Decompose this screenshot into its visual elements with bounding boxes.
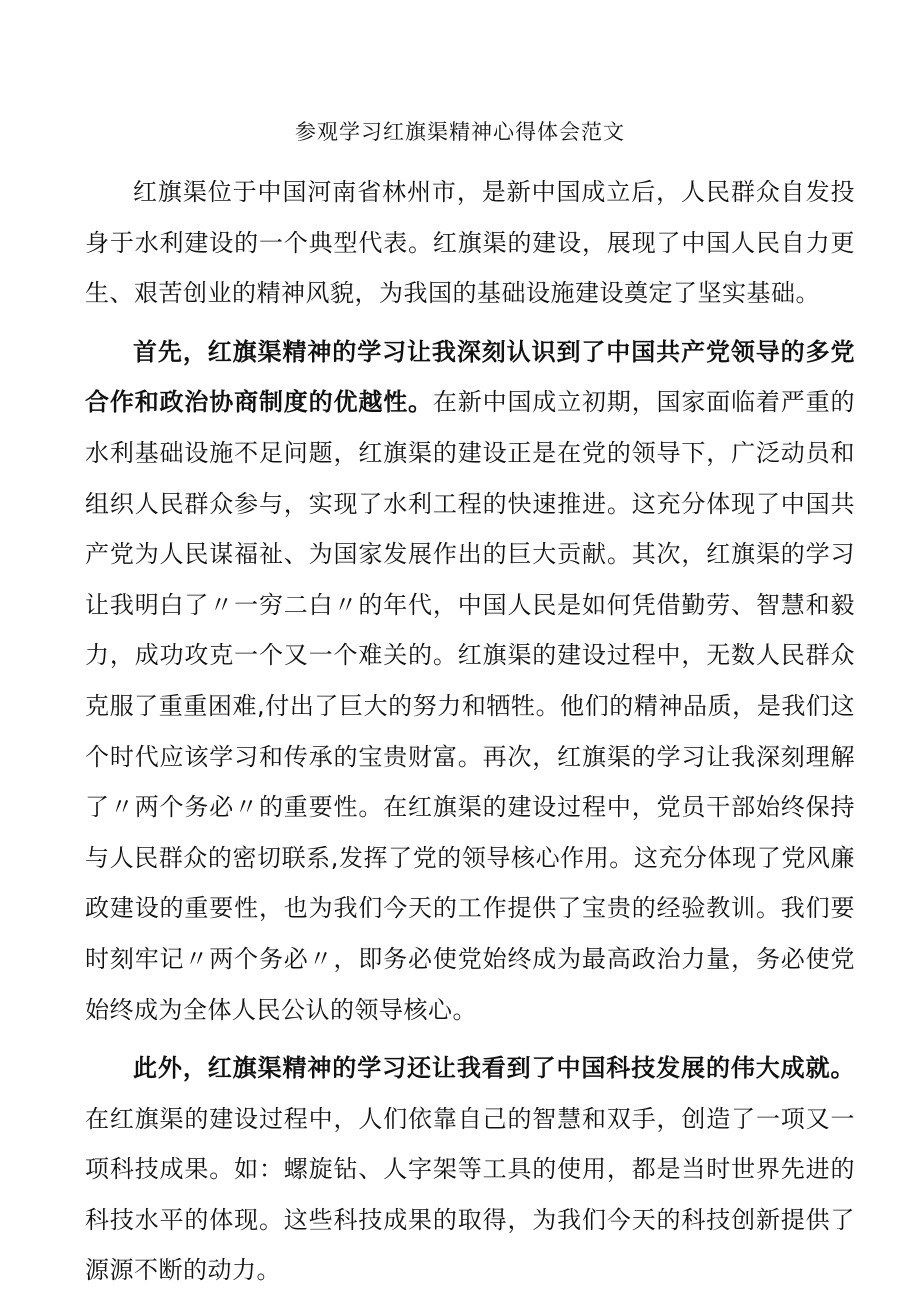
paragraph-text: 红旗渠位于中国河南省林州市，是新中国成立后，人民群众自发投身于水利建设的一个典型代表。红旗渠的建设，展现了中国人民自力更生、艰苦创业的精神风貌，为我国的基础设施建设奠定了坚实基础。 (85, 178, 855, 308)
paragraph-lead: 首先，红旗渠精神的学习让我深刻认识到了中国共产党领导的多党合作和政治协商制度的优越性。 (85, 337, 855, 417)
paragraph-lead: 此外，红旗渠精神的学习还让我看到了中国科技发展的伟大成就。 (133, 1054, 855, 1083)
document-body (85, 167, 855, 1304)
document-title: 参观学习红旗渠精神心得体会范文 (295, 120, 625, 144)
paragraph-text: 在红旗渠的建设过程中，人们依靠自己的智慧和双手，创造了一项又一项科技成果。如：螺旋钻、人字架等工具的使用，都是当时世界先进的科技水平的体现。这些科技成果的取得，为我们今天的科技创新提供了源源不断的动力。 (85, 1104, 855, 1285)
paragraph-text: 在新中国成立初期，国家面临着严重的水利基础设施不足问题，红旗渠的建设正是在党的领导下，广泛动员和组织人民群众参与，实现了水利工程的快速推进。这充分体现了中国共产党为人民谋福祉、为国家发展作出的巨大贡献。其次，红旗渠的学习让我明白了〃一穷二白〃的年代，中国人民是如何凭借勤劳、智慧和毅力，成功攻克一个又一个难关的。红旗渠的建设过程中，无数人民群众克服了重重困难,付出了巨大的努力和牺牲。他们的精神品质，是我们这个时代应该学习和传承的宝贵财富。再次，红旗渠的学习让我深刻理解了〃两个务必〃的重要性。在红旗渠的建设过程中，党员干部始终保持与人民群众的密切联系,发挥了党的领导核心作用。这充分体现了党风廉政建设的重要性，也为我们今天的工作提供了宝贵的经验教训。我们要时刻牢记〃两个务必〃，即务必使党始终成为最高政治力量，务必使党始终成为全体人民公认的领导核心。 (85, 388, 856, 1024)
paragraph-additionally (85, 1043, 855, 1296)
paragraph-intro (85, 167, 855, 319)
paragraph-first (85, 327, 855, 1035)
